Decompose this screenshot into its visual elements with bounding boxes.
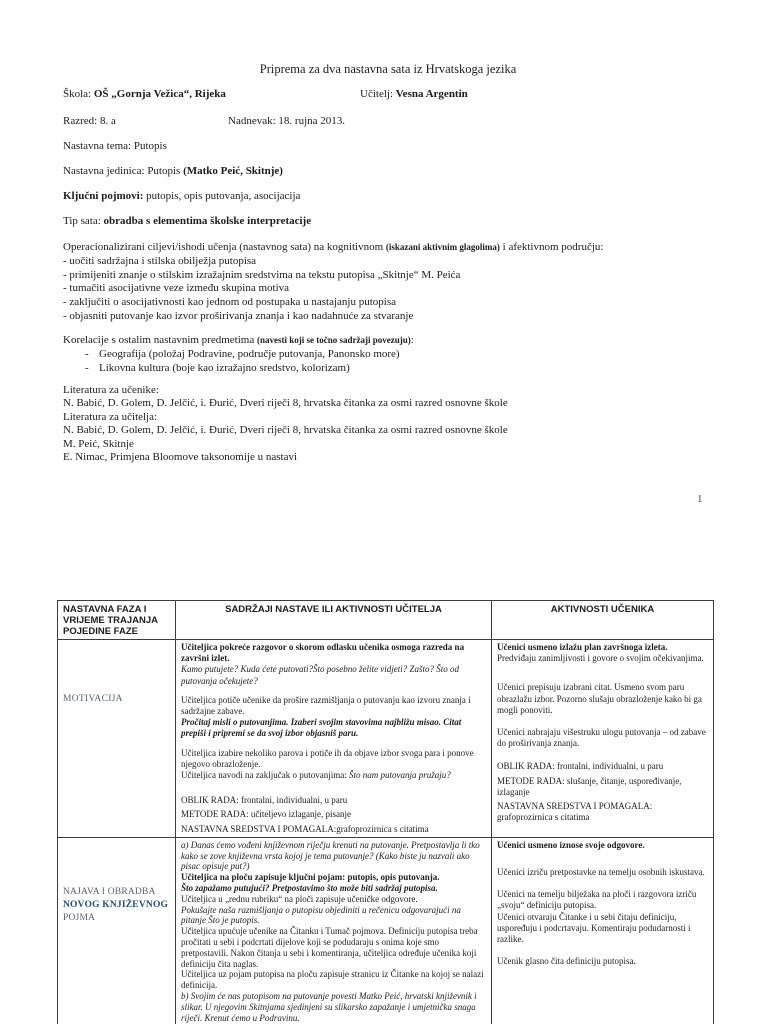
teacher-activity-paragraph: Učiteljica u „rednu rubriku“ na ploči zapisuje učeničke odgovore. <box>181 893 418 904</box>
student-activities-cell <box>492 837 714 1024</box>
list-dash: - <box>85 348 89 360</box>
student-activity-paragraph: Učenik glasno čita definiciju putopisa. <box>497 956 636 967</box>
phase-label: MOTIVACIJA <box>63 694 123 704</box>
student-activity-paragraph: Učenici otvaraju Čitanke i u sebi čitaju definiciju, uspoređuju i podcrtavaju. Komentiraju podudarnosti i razlike. <box>497 911 691 945</box>
school-value: OŠ „Gornja Vežica“, Rijeka <box>93 88 226 100</box>
teacher-activities-cell <box>176 640 492 838</box>
theme-value: Putopis <box>133 140 167 152</box>
lesson-plan-table <box>57 600 714 1024</box>
literature-line: Literatura za učenike: <box>63 384 159 396</box>
teacher-label: Učitelj: <box>360 88 396 100</box>
school-label: Škola: <box>63 88 94 100</box>
phase-label-line-accent: NOVOG KNJIŽEVNOG <box>63 899 169 910</box>
page-title: Priprema za dva nastavna sata iz Hrvatskoga jezika <box>259 62 517 76</box>
objective-item: - primijeniti znanje o stilskim izražajnim sredstvima na tekstu putopisa „Skitnje“ M. Peića <box>63 268 461 281</box>
class-date-line <box>63 115 713 128</box>
objectives-block <box>63 241 713 324</box>
teaching-theme-line <box>63 140 713 153</box>
date-label: Nadnevak: <box>228 115 279 127</box>
teacher-question-paragraph: a) Danas ćemo vođeni književnom riječju krenuti na putovanje. Pretpostavlja li tko kako se zove književna vrsta kojoj je tema putovanje? (Kako biste ju nazvali ako pisac opisuje put?) <box>181 839 480 872</box>
objective-item: - tumačiti asocijativne veze između skupina motiva <box>63 282 290 295</box>
literature-block <box>63 384 713 464</box>
student-activity-paragraph: Učenici usmeno izlažu plan završnoga izleta. <box>497 642 668 652</box>
work-methods-line: METODE RADA: učiteljevo izlaganje, pisanje <box>181 809 352 820</box>
correlations-block <box>63 334 713 375</box>
theme-label: Nastavna tema: <box>63 140 134 152</box>
teaching-aids-line: NASTAVNA SREDSTVA I POMAGALA:grafoprozirnica s citatima <box>181 823 429 834</box>
unit-value-author: (Matko Peić, Skitnje) <box>183 165 283 177</box>
teacher-value: Vesna Argentin <box>395 88 468 100</box>
student-activity-paragraph: Učenici nabrajaju višestruku ulogu putovanja – od zabave do proširivanja znanja. <box>497 727 706 749</box>
objective-item: - uočiti sadržajna i stilska obilježja putopisa <box>63 254 257 267</box>
phase-label-line: POJMA <box>63 912 96 923</box>
teaching-aids-line: NASTAVNA SREDSTVA I POMAGALA: grafoprozirnica s citatima <box>497 801 653 823</box>
student-activity-paragraph: Učenici izriču pretpostavke na temelju osobnih iskustava. <box>497 867 705 878</box>
table-header-row <box>58 601 714 640</box>
student-activity-paragraph: Učenici na temelju bilježaka na ploči i razgovora izriču „svoju“ definiciju putopisa. <box>497 889 697 911</box>
correlation-item <box>63 347 713 361</box>
date-line <box>228 115 345 128</box>
objective-item: - objasniti putovanje kao izvor proširivanja znanja i kao nadahnuće za stvaranje <box>63 309 414 322</box>
unit-label: Nastavna jedinica: <box>63 165 148 177</box>
table-row-motivation <box>58 640 714 838</box>
lesson-type-value: obradba s elementima školske interpretacije <box>103 215 312 227</box>
lesson-type-label: Tip sata: <box>63 215 104 227</box>
teacher-activity-paragraph <box>181 770 486 781</box>
objectives-intro-tail: i afektivnom području: <box>499 241 604 253</box>
school-teacher-line <box>63 88 713 101</box>
student-activities-cell <box>492 640 714 838</box>
key-terms-value: putopis, opis putovanja, asocijacija <box>146 190 301 202</box>
teacher-activity-paragraph: Učiteljica potiče učenike da prošire razmišljanja o putovanju kao izvoru znanja i sadržajne zabave. <box>181 694 471 717</box>
teaching-unit-line <box>63 165 713 178</box>
date-value: 18. rujna 2013. <box>278 115 346 127</box>
unit-value: Putopis <box>147 165 184 177</box>
phase-cell-new-concept <box>58 837 176 1024</box>
correlations-intro-bold: (navesti koji se točno sadržaji povezuju) <box>256 335 411 345</box>
list-dash: - <box>85 362 89 374</box>
column-header-student-activities: AKTIVNOSTI UČENIKA <box>492 601 714 640</box>
correlation-item-text: Likovna kultura (boje kao izražajno sredstvo, kolorizam) <box>99 362 350 374</box>
correlation-item <box>63 361 713 375</box>
teacher-announcement-paragraph: b) Svojim će nas putopisom na putovanje povesti Matko Peić, hrvatski književnik i slikar. U njegovim Skitnjama sjedinjeni su slikarsko zapažanje i umjetnička snaga riječi. Krenut ćemo u Podravinu. <box>181 991 477 1023</box>
phase-label <box>63 886 170 925</box>
work-form-line: OBLIK RADA: frontalni, individualni, u paru <box>181 795 348 806</box>
student-activity-paragraph: Učenici usmeno iznose svoje odgovore. <box>497 839 645 850</box>
work-form-line: OBLIK RADA: frontalni, individualni, u paru <box>497 761 664 772</box>
key-terms-label: Ključni pojmovi: <box>63 190 147 202</box>
correlations-intro <box>63 334 713 347</box>
class-label: Razred: <box>63 115 100 127</box>
teacher-activity-paragraph: Učiteljica pokreće razgovor o skorom odlasku učenika osmoga razreda na završni izlet. <box>181 642 465 664</box>
teacher-question-paragraph: Kamo putujete? Kuda ćete putovati?Što posebno želite vidjeti? Zašto? Što od putovanja očekujete? <box>181 664 459 686</box>
teacher-instruction-paragraph: Pročitaj misli o putovanjima. Izaberi svojim stavovima najbližu misao. Citat prepiši i pripremi se da svoj izbor objasniš paru. <box>181 717 462 739</box>
literature-line: N. Babić, D. Golem, D. Jelčić, i. Đurić, Dveri riječi 8, hrvatska čitanka za osmi razred osnovne škole <box>63 424 508 437</box>
teacher-line <box>360 88 468 101</box>
phase-label-line: NAJAVA I OBRADBA <box>63 886 156 897</box>
objective-item: - zaključiti o asocijativnosti kao jednom od postupaka u nastajanju putopisa <box>63 296 396 309</box>
teacher-activity-paragraph: Učiteljica upućuje učenike na Čitanku i Tumač pojmova. Definiciju putopisa treba pročitati u sebi i podcrtati dijelove koji se podudaraju s onima koje smo pretpostavili. Nakon čitanja u sebi i komentiranja, učiteljica određuje učenika koji definiciju čita naglas. <box>181 926 478 969</box>
teacher-activity-paragraph: Učiteljica uz pojam putopisa na ploču zapisuje stranicu iz Čitanke na kojoj se nalazi definicija. <box>181 969 484 991</box>
student-activity-paragraph: Učenici prepisuju izabrani citat. Usmeno svom paru obrazlažu izbor. Pozorno slušaju obrazloženje kako bi ga mogli ponoviti. <box>497 682 702 715</box>
column-header-phase: NASTAVNA FAZA I VRIJEME TRAJANJA POJEDINE FAZE <box>58 601 176 640</box>
literature-line: Literatura za učitelja: <box>63 410 158 423</box>
teacher-question: Što nam putovanja pružaju? <box>348 770 451 781</box>
literature-line: E. Nimac, Primjena Bloomove taksonomije u nastavi <box>63 451 298 464</box>
literature-line: N. Babić, D. Golem, D. Jelčić, i. Đurić, Dveri riječi 8, hrvatska čitanka za osmi razred osnovne škole <box>63 397 508 410</box>
correlation-item-text: Geografija (položaj Podravine, područje putovanja, Panonsko more) <box>99 348 400 360</box>
page-number: 1 <box>697 493 703 505</box>
teacher-activity-paragraph: Učiteljica na ploču zapisuje ključni pojam: putopis, opis putovanja. <box>181 872 440 883</box>
key-terms-line <box>63 190 713 203</box>
lesson-type-line <box>63 215 713 228</box>
teacher-instruction-paragraph: Pokušajte naša razmišljanja o putopisu objediniti u rečenicu odgovarajući na pitanje Što je putopis. <box>181 904 461 926</box>
teacher-question-paragraph: Što zapažamo putujući? Pretpostavimo što može biti sadržaj putopisa. <box>181 883 438 894</box>
class-value: 8. a <box>99 115 116 127</box>
objectives-intro-text: Operacionalizirani ciljevi/ishodi učenja (nastavnog sata) na kognitivnom <box>63 241 386 253</box>
student-activity-paragraph: Predviđaju zanimljivosti i govore o svojim očekivanjima. <box>497 653 704 664</box>
teacher-activity-paragraph: Učiteljica izabire nekoliko parova i potiče ih da objave izbor svoga para i ponove njegovo obrazloženje. <box>181 747 474 769</box>
correlations-intro-text: Korelacije s ostalim nastavnim predmetima <box>63 334 257 346</box>
table-row-new-concept <box>58 837 714 1024</box>
teacher-activities-cell <box>176 837 492 1024</box>
phase-cell-motivation <box>58 640 176 838</box>
objectives-intro-bold: (iskazani aktivnim glagolima) <box>385 242 500 252</box>
work-methods-line: METODE RADA: slušanje, čitanje, uspoređivanje, izlaganje <box>497 775 682 797</box>
objectives-intro <box>63 241 713 255</box>
correlations-intro-tail: : <box>410 334 414 346</box>
teacher-activity-lead: Učiteljica navodi na zaključak o putovanjima: <box>181 770 349 781</box>
column-header-teacher-activities: SADRŽAJI NASTAVE ILI AKTIVNOSTI UČITELJA <box>176 601 492 640</box>
literature-line: M. Peić, Skitnje <box>63 437 134 450</box>
